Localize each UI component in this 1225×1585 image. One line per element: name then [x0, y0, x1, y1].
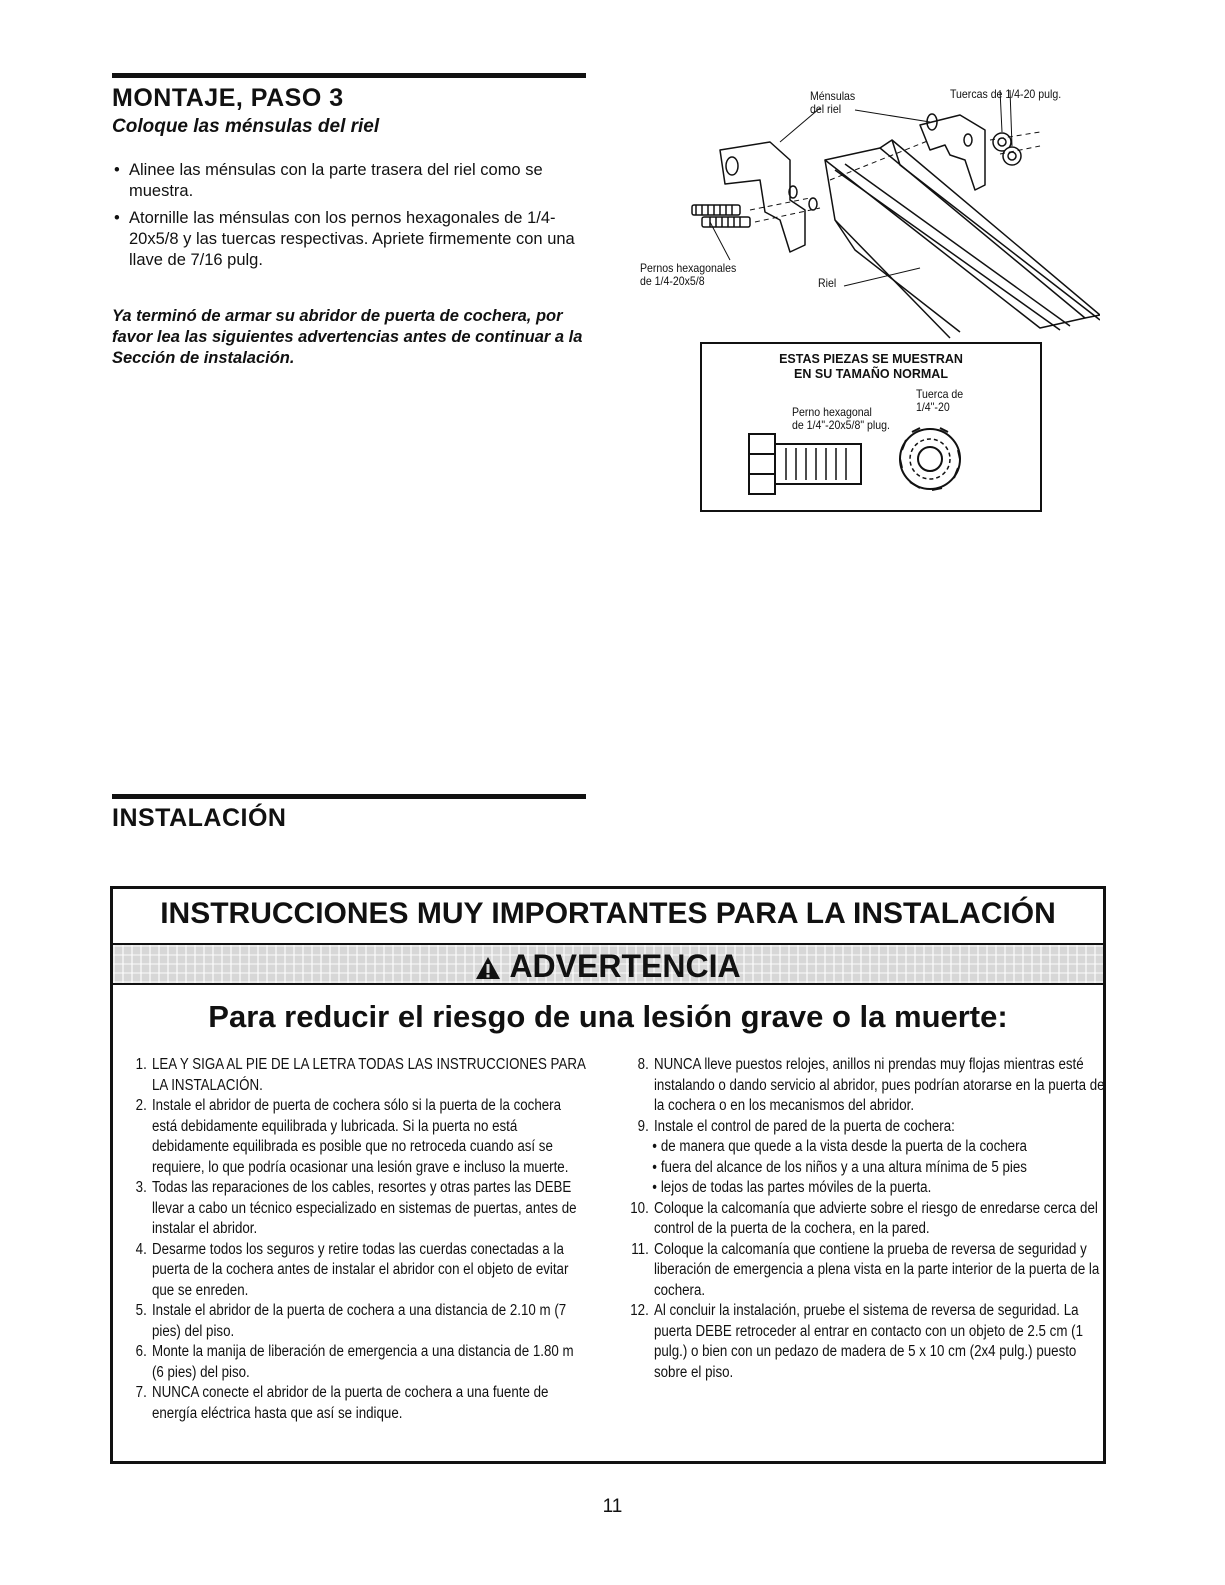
warning-band [113, 943, 1103, 985]
list-item: 4. Desarme todos los seguros y retire todas las cuerdas conectadas a la puerta de la cochera antes de instalar el abridor con el objeto de evitar que se enreden. [135, 1240, 569, 1299]
parts-box-heading: ESTAS PIEZAS SE MUESTRAN EN SU TAMAÑO NORMAL [779, 352, 963, 381]
list-item: 6. Monte la manija de liberación de emergencia a una distancia de 1.80 m (6 pies) del piso. [135, 1343, 574, 1381]
instalacion-title: INSTALACIÓN [112, 804, 287, 832]
section-rule-montaje [112, 73, 586, 78]
risk-heading: Para reducir el riesgo de una lesión grave o la muerte: [208, 999, 1008, 1034]
bolt-label: Perno hexagonal de 1/4"-20x5/8" plug. [792, 405, 890, 432]
box-title: INSTRUCCIONES MUY IMPORTANTES PARA LA INSTALACIÓN [160, 897, 1056, 930]
sub-list-item: • de manera que quede a la vista desde la puerta de la cochera [623, 1137, 1109, 1158]
list-item: • Alinee las ménsulas con la parte trasera del riel como se muestra. [112, 160, 592, 202]
montaje-steps [112, 160, 592, 277]
sub-list-item: • fuera del alcance de los niños y a una altura mínima de 5 pies [623, 1158, 1109, 1179]
list-item: 1. LEA Y SIGA AL PIE DE LA LETRA TODAS LAS INSTRUCCIONES PARA LA INSTALACIÓN. [135, 1056, 586, 1094]
page-number: 11 [602, 1496, 623, 1517]
list-item: 3. Todas las reparaciones de los cables, resortes y otras partes las DEBE llevar a cabo un técnico especializado en sistemas de puertas, antes de instalar el abridor. [135, 1179, 577, 1237]
warning-triangle-icon [475, 956, 501, 980]
warning-text: ADVERTENCIA [509, 948, 741, 984]
label-bolts: Pernos hexagonales de 1/4-20x5/8 [640, 261, 737, 288]
list-item: 7. NUNCA conecte el abridor de la puerta de cochera a una fuente de energía eléctrica hasta que así se indique. [135, 1384, 549, 1422]
actual-size-parts-box [700, 342, 1042, 512]
important-instructions-box [110, 886, 1106, 1464]
rail-bracket-illustration [630, 80, 1100, 350]
list-item: 12. Al concluir la instalación, pruebe el sistema de reversa de seguridad. La puerta DEBE retroceder al entrar en contacto con un objeto de 2.5 cm (1 pulg.) o bien con un pedazo de madera de 5 x 10 cm (2x4 pulg.) puesto sobre el piso. [630, 1302, 1083, 1381]
label-nuts: Tuercas de 1/4-20 pulg. [950, 87, 1062, 101]
label-brackets: Ménsulas del riel [810, 89, 856, 116]
list-item: 10. Coloque la calcomanía que advierte sobre el riesgo de enredarse cerca del control de la puerta de la cochera, en la pared. [630, 1199, 1098, 1237]
instructions-right-column [623, 1055, 1109, 1383]
montaje-subtitle: Coloque las ménsulas del riel [112, 116, 380, 137]
list-item: 5. Instale el abridor de la puerta de cochera a una distancia de 2.10 m (7 pies) del piso. [135, 1302, 567, 1340]
label-rail: Riel [818, 276, 837, 290]
list-item: 8. NUNCA lleve puestos relojes, anillos ni prendas muy flojas mientras esté instalando o dando servicio al abridor, pues podrían atorarse en la puerta de la cochera o en los mecanismos del abridor. [637, 1056, 1105, 1114]
rail-bracket-diagram [630, 80, 1100, 350]
warning-label [113, 948, 1103, 984]
finish-note: Ya terminó de armar su abridor de puerta de cochera, por favor lea las siguientes advertencias antes de continuar a la Sección de instalación. [112, 307, 583, 367]
montaje-title: MONTAJE, PASO 3 [112, 84, 344, 112]
list-item: 11. Coloque la calcomanía que contiene la prueba de reversa de seguridad y liberación de emergencia a plena vista en la parte interior de la puerta de la cochera. [631, 1240, 1100, 1299]
list-item: 2. Instale el abridor de puerta de cochera sólo si la puerta de la cochera está debidamente equilibrada y lubricada. Si la puerta no está debidamente equilibrada es posible que no retroceda cuando así se requiere, lo que podría ocasionar una lesión grave e incluso la muerte. [135, 1097, 569, 1176]
list-item: • Atornille las ménsulas con los pernos hexagonales de 1/4-20x5/8 y las tuercas respectivas. Apriete firmemente con una llave de 7/16 pulg. [112, 208, 592, 271]
section-rule-instalacion [112, 794, 586, 799]
nut-label: Tuerca de 1/4"-20 [916, 387, 964, 414]
list-item: 9. Instale el control de pared de la puerta de cochera: [637, 1117, 955, 1135]
instructions-left-column [121, 1055, 585, 1424]
sub-list-item: • lejos de todas las partes móviles de la puerta. [623, 1178, 1109, 1199]
